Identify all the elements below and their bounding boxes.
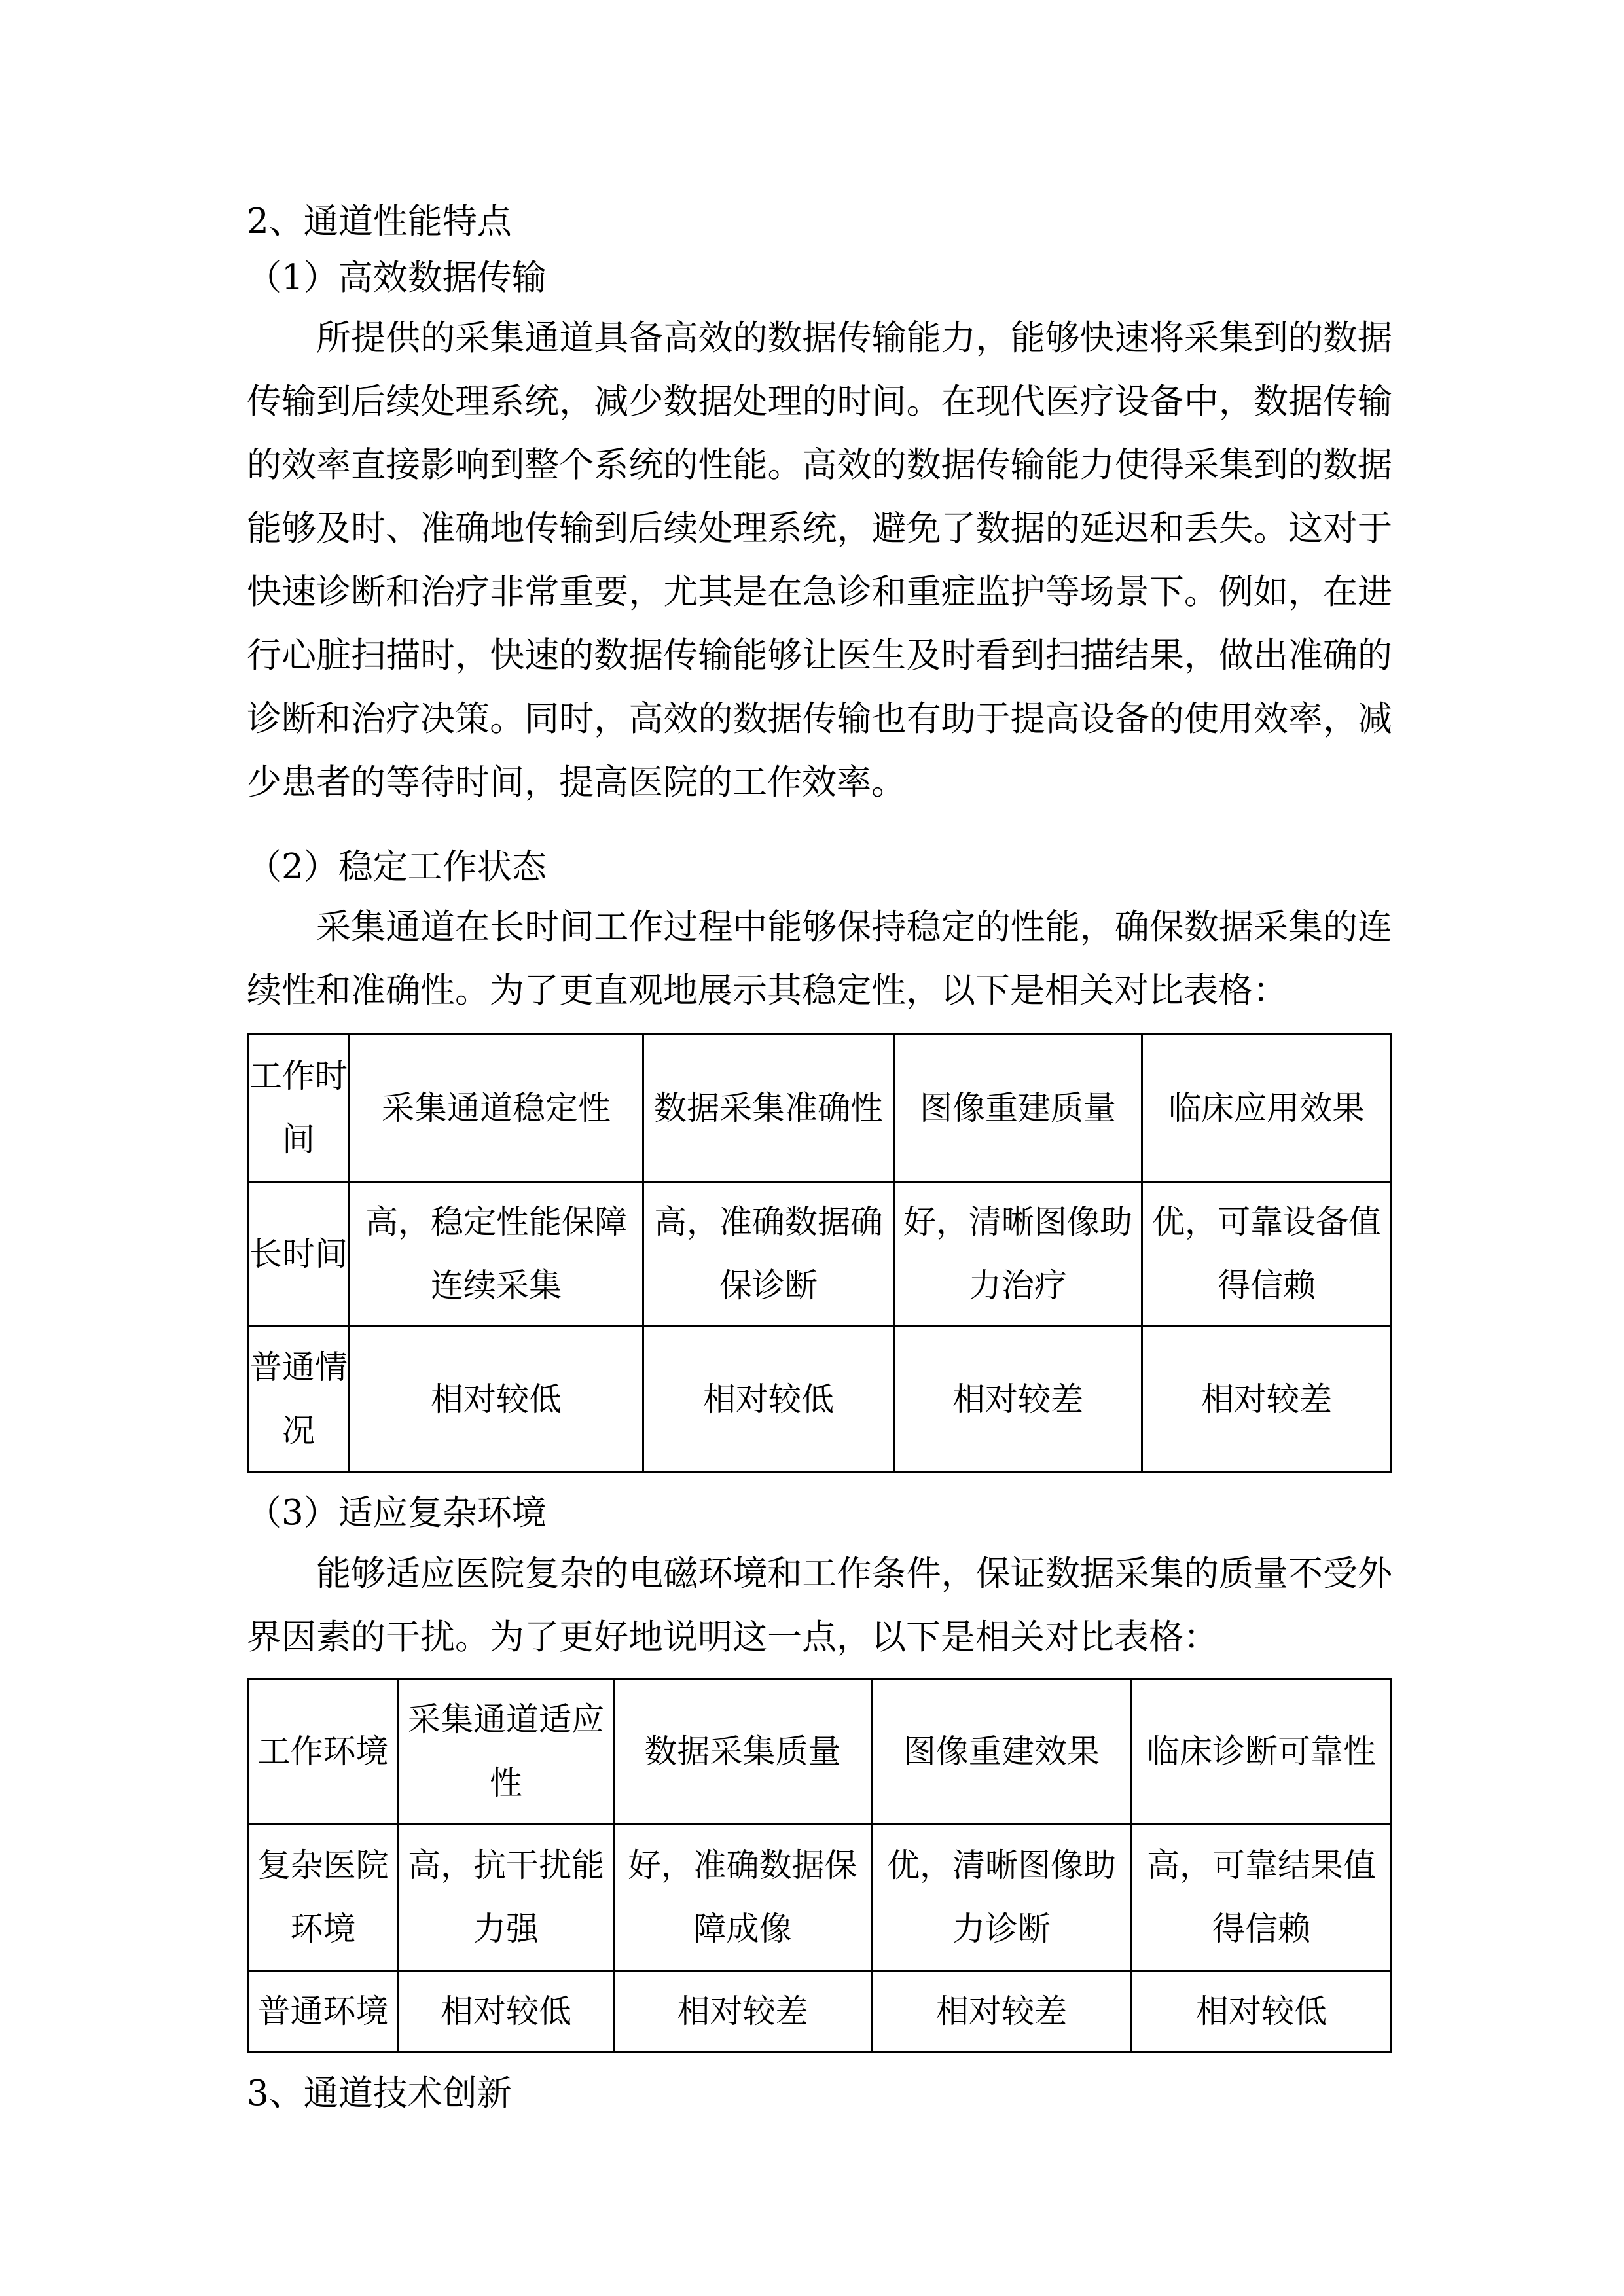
table-row [248, 1327, 1392, 1473]
table-cell: 相对较低 [1132, 1971, 1392, 2053]
subheading-1: （1）高效数据传输 [247, 258, 547, 298]
paragraph-2: 采集通道在长时间工作过程中能够保持稳定的性能，确保数据采集的连续性和准确性。为了更直观地展示其稳定性，以下是相关对比表格： [247, 907, 1392, 1011]
table-cell: 普通情况 [248, 1327, 350, 1473]
table-header-row [248, 1679, 1392, 1824]
header-cell: 工作环境 [248, 1679, 399, 1824]
table-row [248, 1182, 1392, 1327]
environment-table [247, 1678, 1392, 2053]
table-row [248, 1824, 1392, 1971]
table-cell: 优，可靠设备值得信赖 [1142, 1182, 1392, 1327]
header-cell: 采集通道适应性 [399, 1679, 614, 1824]
header-cell: 图像重建质量 [894, 1035, 1142, 1182]
table-cell: 相对较低 [350, 1327, 643, 1473]
table-cell: 普通环境 [248, 1971, 399, 2053]
table-row [248, 1971, 1392, 2053]
header-cell: 临床诊断可靠性 [1132, 1679, 1392, 1824]
table-cell: 相对较差 [1142, 1327, 1392, 1473]
header-cell: 工作时间 [248, 1035, 350, 1182]
table-cell: 好，清晰图像助力治疗 [894, 1182, 1142, 1327]
stability-table [247, 1033, 1392, 1473]
table-cell: 相对较低 [643, 1327, 894, 1473]
table-header-row [248, 1035, 1392, 1182]
section-heading-3: 3、通道技术创新 [247, 2073, 512, 2113]
table-cell: 相对较低 [399, 1971, 614, 2053]
subheading-3: （3）适应复杂环境 [247, 1493, 547, 1533]
header-cell: 采集通道稳定性 [350, 1035, 643, 1182]
table-cell: 长时间 [248, 1182, 350, 1327]
header-cell: 临床应用效果 [1142, 1035, 1392, 1182]
section-heading-2: 2、通道性能特点 [247, 202, 512, 242]
table-cell: 相对较差 [872, 1971, 1132, 2053]
table-cell: 高，稳定性能保障连续采集 [350, 1182, 643, 1327]
table-cell: 好，准确数据保障成像 [614, 1824, 872, 1971]
subheading-2: （2）稳定工作状态 [247, 847, 547, 887]
table-cell: 相对较差 [614, 1971, 872, 2053]
table-cell: 复杂医院环境 [248, 1824, 399, 1971]
header-cell: 图像重建效果 [872, 1679, 1132, 1824]
table-cell: 相对较差 [894, 1327, 1142, 1473]
header-cell: 数据采集准确性 [643, 1035, 894, 1182]
paragraph-3: 能够适应医院复杂的电磁环境和工作条件，保证数据采集的质量不受外界因素的干扰。为了更好地说明这一点，以下是相关对比表格： [247, 1554, 1392, 1657]
table-cell: 高，准确数据确保诊断 [643, 1182, 894, 1327]
table-cell: 高，抗干扰能力强 [399, 1824, 614, 1971]
table-cell: 优，清晰图像助力诊断 [872, 1824, 1132, 1971]
table-cell: 高，可靠结果值得信赖 [1132, 1824, 1392, 1971]
header-cell: 数据采集质量 [614, 1679, 872, 1824]
paragraph-1: 所提供的采集通道具备高效的数据传输能力，能够快速将采集到的数据传输到后续处理系统，减少数据处理的时间。在现代医疗设备中，数据传输的效率直接影响到整个系统的性能。高效的数据传输能力使得采集到的数据能够及时、准确地传输到后续处理系统，避免了数据的延迟和丢失。这对于快速诊断和治疗非常重要，尤其是在急诊和重症监护等场景下。例如，在进行心脏扫描时，快速的数据传输能够让医生及时看到扫描结果，做出准确的诊断和治疗决策。同时，高效的数据传输也有助于提高设备的使用效率，减少患者的等待时间，提高医院的工作效率。 [247, 318, 1392, 802]
